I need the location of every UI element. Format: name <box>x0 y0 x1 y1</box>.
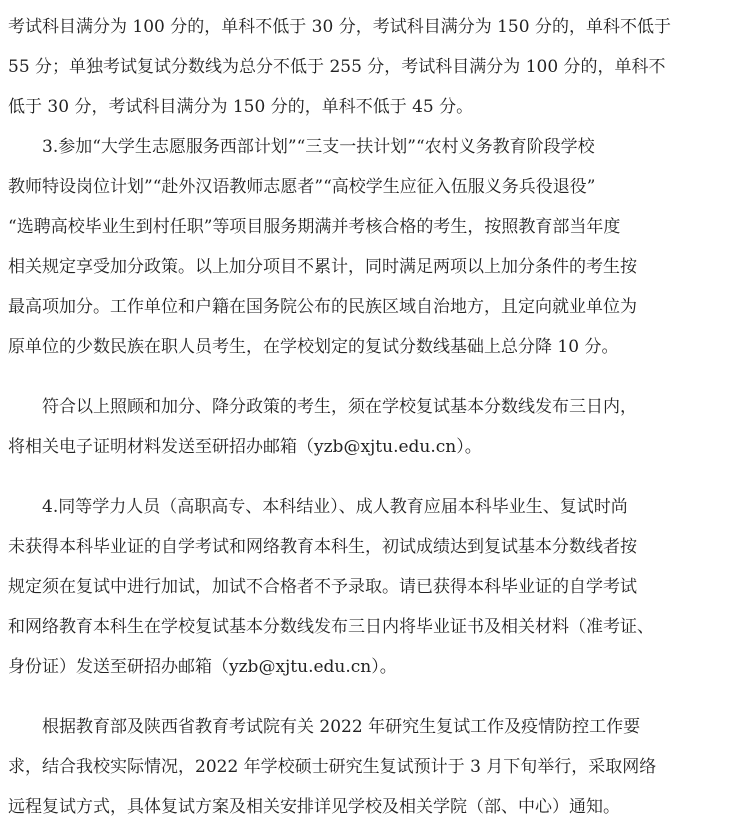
text-line: 远程复试方式，具体复试方案及相关安排详见学校及相关学院（部、中心）通知。 <box>8 797 620 817</box>
text-line: 原单位的少数民族在职人员考生，在学校划定的复试分数线基础上总分降 10 分。 <box>8 337 619 357</box>
text-line: “选聘高校毕业生到村任职”等项目服务期满并考核合格的考生，按照教育部当年度 <box>8 217 621 237</box>
text-line: 低于 30 分，考试科目满分为 150 分的，单科不低于 45 分。 <box>8 97 474 117</box>
paragraph-4-start: 4.同等学力人员（高职高专、本科结业）、成人教育应届本科毕业生、复试时尚 <box>42 497 628 517</box>
text-line: 教师特设岗位计划”“赴外汉语教师志愿者”“高校学生应征入伍服义务兵役退役” <box>8 177 596 197</box>
paragraph-retest-start: 根据教育部及陕西省教育考试院有关 2022 年研究生复试工作及疫情防控工作要 <box>42 717 641 737</box>
text-line: 求，结合我校实际情况，2022 年学校硕士研究生复试预计于 3 月下旬举行，采取网络 <box>8 757 657 777</box>
paragraph-policy-start: 符合以上照顾和加分、降分政策的考生，须在学校复试基本分数线发布三日内， <box>42 397 637 417</box>
text-line: 规定须在复试中进行加试，加试不合格者不予录取。请已获得本科毕业证的自学考试 <box>8 577 637 597</box>
text-line: 将相关电子证明材料发送至研招办邮箱（yzb@xjtu.edu.cn）。 <box>8 437 482 457</box>
text-line: 相关规定享受加分政策。以上加分项目不累计，同时满足两项以上加分条件的考生按 <box>8 257 637 277</box>
text-line: 和网络教育本科生在学校复试基本分数线发布三日内将毕业证书及相关材料（准考证、 <box>8 617 654 637</box>
text-line: 最高项加分。工作单位和户籍在国务院公布的民族区域自治地方，且定向就业单位为 <box>8 297 637 317</box>
text-line: 身份证）发送至研招办邮箱（yzb@xjtu.edu.cn）。 <box>8 657 397 677</box>
paragraph-3-start: 3.参加“大学生志愿服务西部计划”“三支一扶计划”“农村义务教育阶段学校 <box>42 137 595 157</box>
text-line: 考试科目满分为 100 分的，单科不低于 30 分，考试科目满分为 150 分的，单科不低于 <box>8 17 671 37</box>
text-line: 55 分；单独考试复试分数线为总分不低于 255 分，考试科目满分为 100 分的，单科不 <box>8 57 666 77</box>
text-line: 未获得本科毕业证的自学考试和网络教育本科生，初试成绩达到复试基本分数线者按 <box>8 537 637 557</box>
